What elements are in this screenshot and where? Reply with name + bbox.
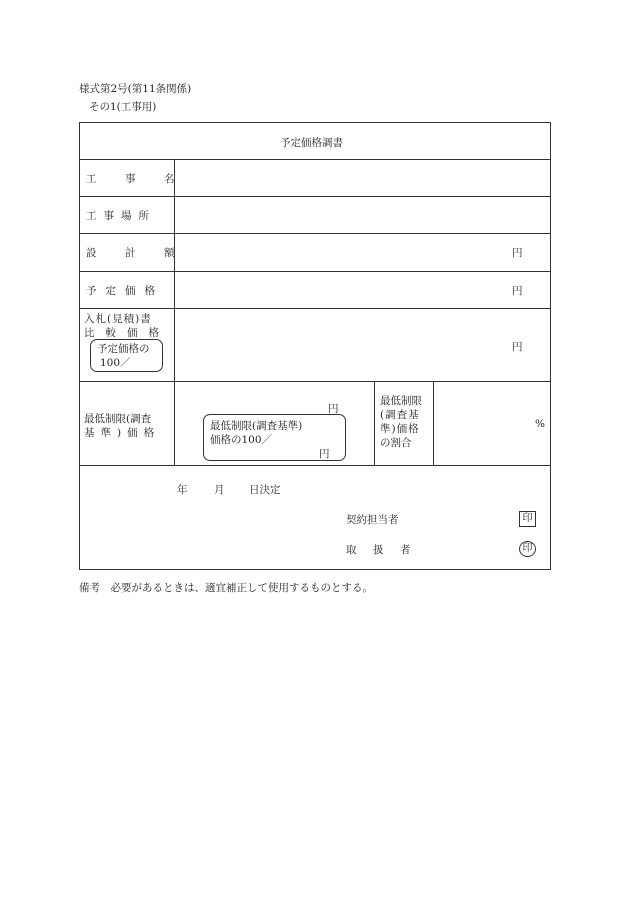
planned-price-label: 予定価格 — [86, 285, 164, 297]
min-limit-yen: 円 — [328, 403, 339, 415]
column-divider — [433, 381, 434, 465]
min-limit-bracket-text-1: 最低制限(調査基準) — [210, 420, 303, 432]
min-limit-bracket-yen: 円 — [319, 448, 330, 460]
round-seal-icon: 印 — [519, 541, 536, 557]
form-subtitle: その1(工事用) — [89, 101, 157, 113]
bid-bracket-text-1: 予定価格の — [97, 343, 150, 355]
row-divider — [79, 308, 551, 309]
row-divider — [79, 465, 551, 466]
bid-bracket-text-2: 100／ — [100, 357, 131, 369]
min-limit-label-1: 最低制限(調査 — [84, 413, 152, 425]
note: 備考 必要があるときは、適宜補正して使用するものとする。 — [79, 582, 373, 594]
ratio-label-4: の割合 — [380, 437, 412, 449]
row-divider — [79, 381, 551, 382]
square-seal-icon: 印 — [519, 511, 536, 527]
bid-comparison-label-2: 比較価格 — [84, 327, 170, 339]
planned-price-yen: 円 — [512, 285, 523, 297]
work-place-label: 工事場所 — [86, 210, 156, 222]
contract-officer-label: 契約担当者 — [346, 514, 399, 526]
ratio-percent: % — [535, 418, 545, 430]
ratio-label-3: 準)価格 — [380, 423, 420, 435]
row-divider — [79, 233, 551, 234]
design-amount-yen: 円 — [512, 247, 523, 259]
row-divider — [79, 196, 551, 197]
column-divider — [374, 381, 375, 465]
design-amount-label: 設 計 額 — [86, 247, 184, 259]
min-limit-bracket-text-2: 価格の100／ — [210, 434, 273, 446]
row-divider — [79, 271, 551, 272]
table-title: 予定価格調書 — [280, 137, 343, 149]
bid-comparison-yen: 円 — [512, 341, 523, 353]
row-divider — [79, 159, 551, 160]
work-name-label: 工 事 名 — [86, 173, 184, 185]
ratio-label-2: (調査基 — [380, 409, 420, 421]
form-number: 様式第2号(第11条関係) — [79, 83, 192, 95]
decision-month: 月 — [214, 484, 225, 496]
handler-label: 取 扱 者 — [346, 544, 414, 556]
decision-year: 年 — [177, 484, 188, 496]
ratio-label-1: 最低制限 — [380, 395, 422, 407]
decision-day: 日決定 — [249, 484, 281, 496]
min-limit-label-2: 基準)価格 — [84, 427, 161, 439]
column-divider — [174, 159, 175, 465]
bid-comparison-label-1: 入札(見積)書 — [84, 313, 152, 325]
